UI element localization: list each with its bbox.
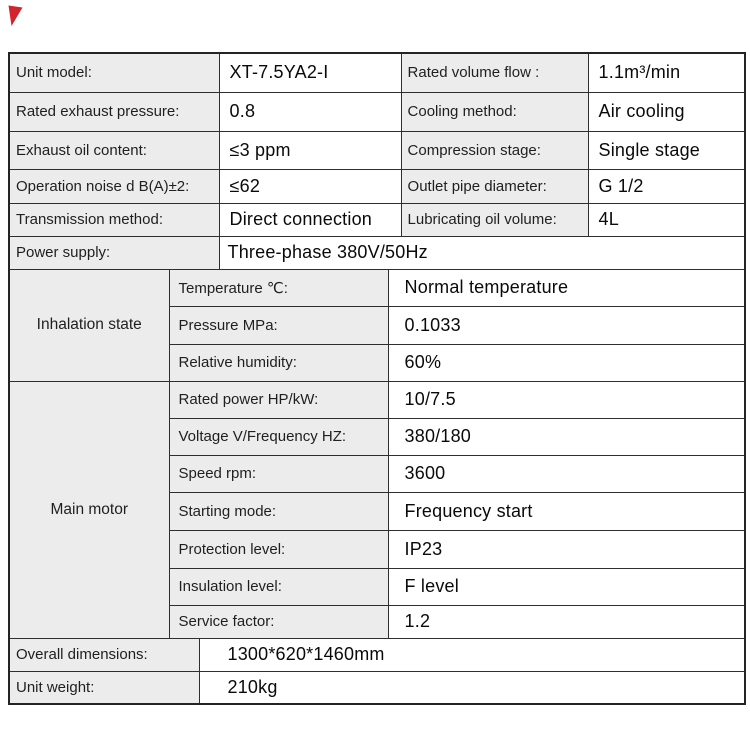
spec-label: Service factor: xyxy=(169,605,388,638)
spec-value: Frequency start xyxy=(388,492,745,530)
spec-value: Normal temperature xyxy=(388,269,745,306)
table-row xyxy=(9,53,745,92)
table-row xyxy=(9,671,745,704)
table-row xyxy=(9,169,745,203)
table-row xyxy=(9,92,745,131)
group-label-main-motor: Main motor xyxy=(9,381,169,638)
spec-value: 1.1m³/min xyxy=(588,53,745,92)
spec-label: Starting mode: xyxy=(169,492,388,530)
table-row xyxy=(9,381,745,418)
spec-label: Temperature ℃: xyxy=(169,269,388,306)
spec-label: Insulation level: xyxy=(169,568,388,605)
spec-value: 3600 xyxy=(388,455,745,492)
spec-label: Protection level: xyxy=(169,530,388,568)
spec-value: 1.2 xyxy=(388,605,745,638)
spec-value: ≤62 xyxy=(219,169,401,203)
specification-table xyxy=(8,52,746,705)
spec-label: Lubricating oil volume: xyxy=(401,203,588,236)
spec-label: Outlet pipe diameter: xyxy=(401,169,588,203)
group-label-inhalation-state: Inhalation state xyxy=(9,269,169,381)
spec-value: F level xyxy=(388,568,745,605)
spec-value: 0.8 xyxy=(219,92,401,131)
spec-label: Overall dimensions: xyxy=(9,638,199,671)
spec-value: G 1/2 xyxy=(588,169,745,203)
table-row xyxy=(9,638,745,671)
spec-value: Three-phase 380V/50Hz xyxy=(219,236,745,269)
spec-value: Air cooling xyxy=(588,92,745,131)
spec-label: Voltage V/Frequency HZ: xyxy=(169,418,388,455)
table-row xyxy=(9,131,745,169)
spec-value: 1300*620*1460mm xyxy=(199,638,745,671)
spec-value: XT-7.5YA2-I xyxy=(219,53,401,92)
spec-value: 10/7.5 xyxy=(388,381,745,418)
spec-label: Operation noise d B(A)±2: xyxy=(9,169,219,203)
spec-value: 0.1033 xyxy=(388,306,745,344)
spec-label: Transmission method: xyxy=(9,203,219,236)
spec-label: Exhaust oil content: xyxy=(9,131,219,169)
spec-label: Unit weight: xyxy=(9,671,199,704)
spec-label: Unit model: xyxy=(9,53,219,92)
spec-label: Rated volume flow : xyxy=(401,53,588,92)
spec-value: 4L xyxy=(588,203,745,236)
spec-label: Rated power HP/kW: xyxy=(169,381,388,418)
spec-label: Relative humidity: xyxy=(169,344,388,381)
table-row xyxy=(9,203,745,236)
table-row xyxy=(9,236,745,269)
spec-value: 380/180 xyxy=(388,418,745,455)
spec-value: 60% xyxy=(388,344,745,381)
spec-label: Pressure MPa: xyxy=(169,306,388,344)
spec-label: Cooling method: xyxy=(401,92,588,131)
spec-label: Power supply: xyxy=(9,236,219,269)
red-flag-icon xyxy=(8,5,23,27)
spec-label: Compression stage: xyxy=(401,131,588,169)
spec-label: Speed rpm: xyxy=(169,455,388,492)
spec-value: Direct connection xyxy=(219,203,401,236)
spec-value: IP23 xyxy=(388,530,745,568)
spec-value: 210kg xyxy=(199,671,745,704)
spec-value: Single stage xyxy=(588,131,745,169)
spec-label: Rated exhaust pressure: xyxy=(9,92,219,131)
table-row xyxy=(9,269,745,306)
spec-value: ≤3 ppm xyxy=(219,131,401,169)
